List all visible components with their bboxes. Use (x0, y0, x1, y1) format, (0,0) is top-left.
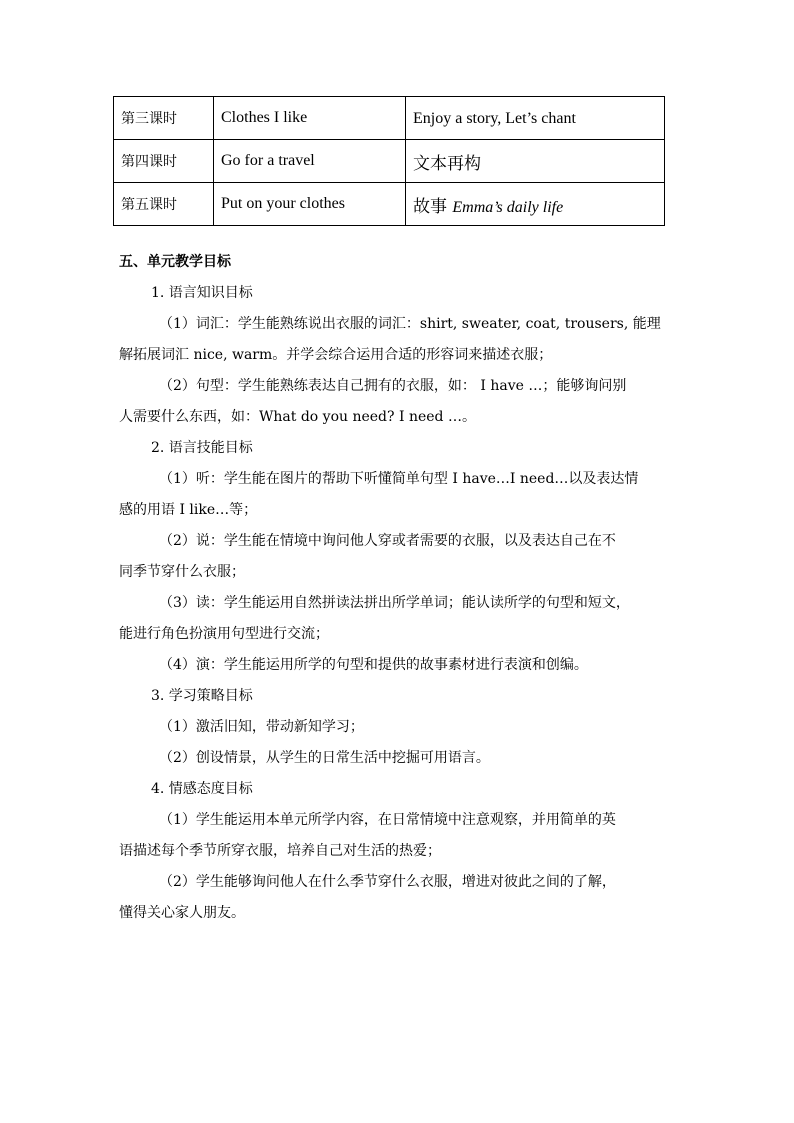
objectives-section (119, 247, 679, 929)
text-line: 4. 情感态度目标 (151, 781, 253, 797)
lesson-table (113, 96, 665, 226)
activity-cell (406, 97, 665, 140)
text-line: 同季节穿什么衣服； (119, 564, 245, 580)
activity-italic: Emma’s daily life (452, 198, 564, 216)
text-line: 懂得关心家人朋友。 (119, 905, 245, 921)
text-line: （3）读：学生能运用自然拼读法拼出所学单词；能认读所学的句型和短文， (159, 595, 630, 611)
table-row (114, 183, 665, 226)
text-line: （4）演：学生能运用所学的句型和提供的故事素材进行表演和创编。 (159, 657, 588, 673)
section-heading: 五、单元教学目标 (119, 254, 231, 270)
table-row (114, 140, 665, 183)
text-line: 能进行角色扮演用句型进行交流； (119, 626, 329, 642)
text-line: 解拓展词汇 nice, warm。并学会综合运用合适的形容词来描述衣服； (119, 347, 553, 363)
activity-cell (406, 140, 665, 183)
text-line: 1. 语言知识目标 (151, 285, 253, 301)
text-line: 感的用语 I like…等； (119, 502, 258, 518)
activity-cn: 文本再构 (413, 153, 481, 174)
text-line: 人需要什么东西，如：What do you need? I need …。 (119, 409, 476, 425)
text-line: （2）说：学生能在情境中询问他人穿或者需要的衣服，以及表达自己在不 (159, 533, 616, 549)
text-line: （2）学生能够询问他人在什么季节穿什么衣服，增进对彼此之间的了解， (159, 874, 616, 890)
text-line: （1）词汇：学生能熟练说出衣服的词汇：shirt, sweater, coat, trousers, 能理 (159, 316, 661, 332)
lesson-cell: 第五课时 (114, 183, 214, 226)
objectives-lines (119, 278, 679, 929)
topic-cell: Put on your clothes (214, 183, 406, 226)
text-line: （2）创设情景，从学生的日常生活中挖掘可用语言。 (159, 750, 490, 766)
table-row (114, 97, 665, 140)
topic-cell: Clothes I like (214, 97, 406, 140)
lesson-cell: 第四课时 (114, 140, 214, 183)
topic-cell: Go for a travel (214, 140, 406, 183)
text-line: （1）激活旧知，带动新知学习； (159, 719, 364, 735)
activity-en: Enjoy a story, Let’s chant (413, 110, 576, 127)
text-line: （1）听：学生能在图片的帮助下听懂简单句型 I have…I need…以及表达情 (159, 471, 639, 487)
text-line: （2）句型：学生能熟练表达自己拥有的衣服，如： I have …；能够询问别 (159, 378, 627, 394)
text-line: 3. 学习策略目标 (151, 688, 253, 704)
activity-cell (406, 183, 665, 226)
text-line: （1）学生能运用本单元所学内容，在日常情境中注意观察，并用简单的英 (159, 812, 616, 828)
lesson-cell: 第三课时 (114, 97, 214, 140)
text-line: 语描述每个季节所穿衣服，培养自己对生活的热爱； (119, 843, 441, 859)
text-line: 2. 语言技能目标 (151, 440, 253, 456)
activity-cn: 故事 (413, 196, 453, 217)
